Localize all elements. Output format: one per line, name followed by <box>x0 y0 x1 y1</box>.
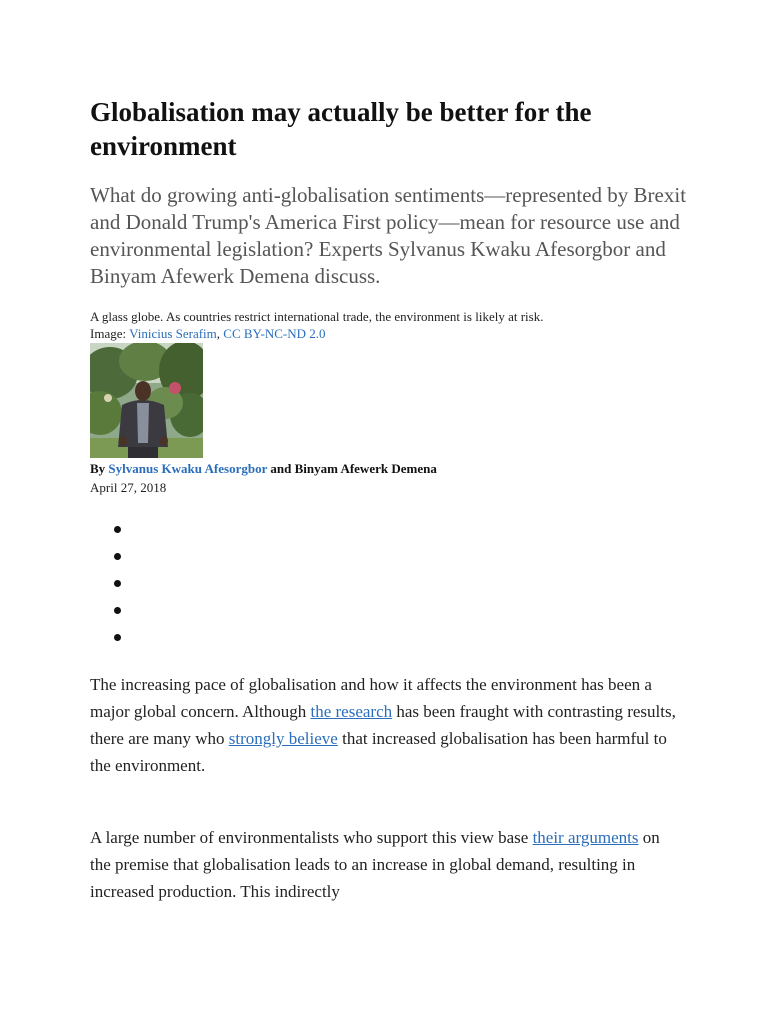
license-link[interactable]: CC BY-NC-ND 2.0 <box>223 326 326 341</box>
photographer-link[interactable]: Vinicius Serafim <box>129 326 217 341</box>
bullet-icon <box>114 607 121 614</box>
paragraph-text: that increased globalisation has been harmful to the environment. <box>90 729 667 775</box>
publish-date: April 27, 2018 <box>90 480 167 495</box>
author-link[interactable]: Sylvanus Kwaku Afesorgbor <box>108 461 268 476</box>
image-caption <box>90 308 650 342</box>
paragraph-text: A large number of environmentalists who support this view base <box>90 828 533 847</box>
strongly-believe-link[interactable]: strongly believe <box>228 729 338 748</box>
caption-separator: , <box>216 326 224 341</box>
bullet-icon <box>114 553 121 560</box>
body-paragraph <box>90 824 680 905</box>
caption-image-prefix: Image: <box>90 326 130 341</box>
byline-prefix: By <box>90 461 109 476</box>
their-arguments-link[interactable]: their arguments <box>532 828 639 847</box>
byline <box>90 460 437 477</box>
article-standfirst: What do growing anti-globalisation sentiments—represented by Brexit and Donald Trump's America First policy—mean for resource use and environmental legislation? Experts Sylvanus Kwaku Afesorgbor and Binyam Afewerk Demena discuss. <box>90 183 687 288</box>
body-paragraph <box>90 671 680 779</box>
research-link[interactable]: the research <box>310 702 393 721</box>
author-photo <box>90 343 203 458</box>
byline-coauthor: and Binyam Afewerk Demena <box>267 461 437 476</box>
article-headline: Globalisation may actually be better for the environment <box>90 97 592 161</box>
bullet-icon <box>114 580 121 587</box>
caption-text: A glass globe. As countries restrict international trade, the environment is likely at risk. <box>90 309 544 324</box>
bullet-icon <box>114 634 121 641</box>
paragraph-text: on the premise that globalisation leads to an increase in global demand, resulting in increased production. This indirectly <box>90 828 660 901</box>
paragraph-text: The increasing pace of globalisation and how it affects the environment has been a major global concern. Although <box>90 675 652 721</box>
paragraph-text: has been fraught with contrasting results, there are many who <box>90 702 676 748</box>
bullet-icon <box>114 526 121 533</box>
